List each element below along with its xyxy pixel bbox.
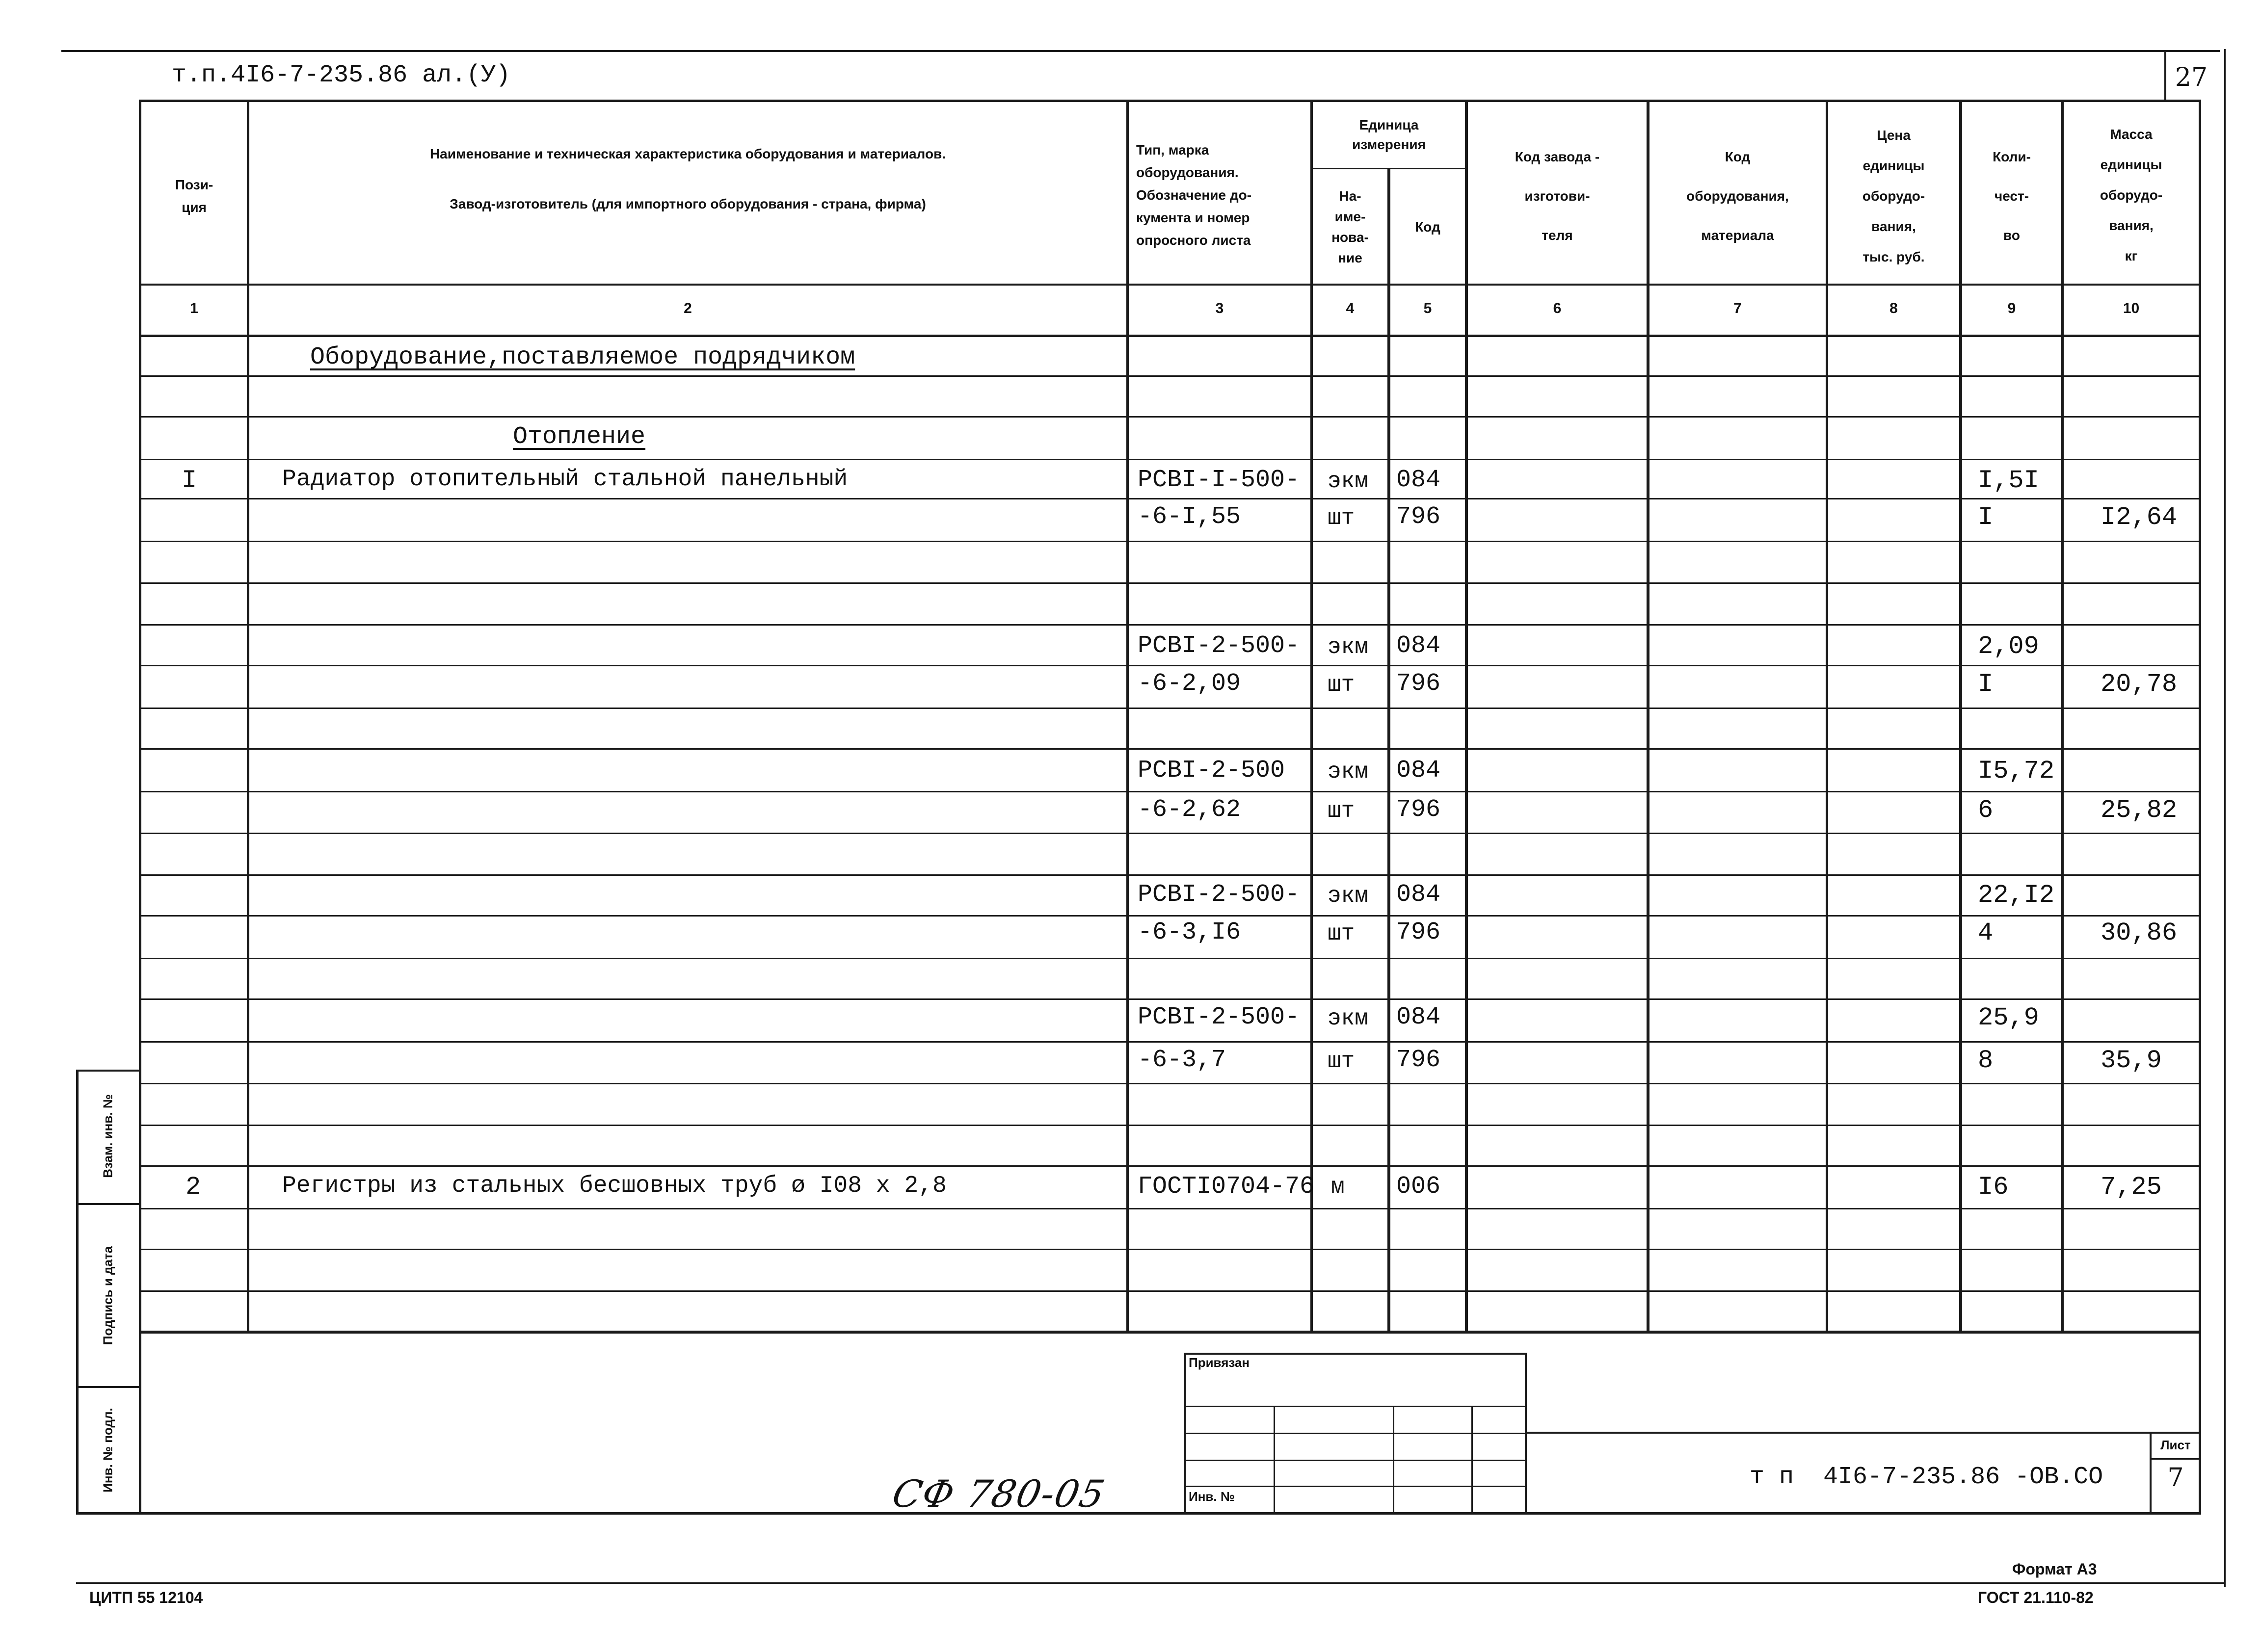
- header-type: Тип, марка оборудования. Обозначение до- кумента и номер опросного листа: [1136, 142, 1252, 248]
- header-factory-code: Код завода - изготови- теля: [1515, 149, 1600, 243]
- row-quantity: 22,I2: [1978, 881, 2055, 910]
- row-name: Радиатор отопительный стальной панельный: [282, 466, 848, 493]
- row-position: I: [182, 466, 197, 495]
- column-number: 2: [684, 300, 692, 316]
- top-border: [61, 50, 2220, 52]
- row-unit: шт: [1328, 1049, 1355, 1074]
- row-unit: экм: [1328, 883, 1368, 909]
- row-unit: шт: [1328, 505, 1355, 531]
- column-number: 9: [2007, 300, 2016, 316]
- header-unit-code: Код: [1415, 219, 1440, 235]
- row-quantity: I5,72: [1978, 757, 2055, 786]
- row-type: РСВI-I-500-: [1138, 466, 1300, 494]
- sheet-number: 7: [2167, 1463, 2184, 1493]
- row-code: 796: [1396, 796, 1441, 824]
- row-code: 084: [1396, 466, 1441, 494]
- side-stamp-replace-inv: Взам. инв. №: [100, 1094, 115, 1178]
- subsection-title: Отопление: [513, 423, 646, 451]
- inv-label: Инв. №: [1189, 1489, 1235, 1504]
- column-number: 6: [1553, 300, 1562, 316]
- header-quantity: Коли- чест- во: [1993, 149, 2031, 243]
- header-price: Цена единицы оборудо- вания, тыс. руб.: [1862, 128, 1925, 264]
- sheet-label: Лист: [2160, 1438, 2191, 1452]
- header-mass: Масса единицы оборудо- вания, кг: [2100, 126, 2163, 263]
- side-stamp-signature-date: Подпись и дата: [100, 1246, 115, 1345]
- row-type: -6-3,I6: [1138, 918, 1241, 946]
- row-mass: 7,25: [2101, 1173, 2162, 1202]
- page-number-box-left: [2164, 51, 2166, 100]
- row-quantity: I: [1978, 670, 1994, 699]
- row-quantity: 4: [1978, 918, 1994, 947]
- header-unit: Единица измерения: [1352, 117, 1426, 152]
- header-position: Пози- ция: [175, 177, 213, 215]
- row-quantity: 6: [1978, 796, 1994, 825]
- row-code: 084: [1396, 881, 1441, 909]
- row-type: -6-I,55: [1138, 503, 1241, 531]
- column-number: 7: [1733, 300, 1742, 316]
- sheet-box-divider: [2150, 1458, 2200, 1460]
- header-name-line2: Завод-изготовитель (для импортного оборудования - страна, фирма): [450, 196, 926, 211]
- row-code: 006: [1396, 1173, 1441, 1201]
- row-unit: экм: [1328, 759, 1368, 785]
- row-quantity: 2,09: [1978, 632, 2039, 661]
- row-code: 084: [1396, 632, 1441, 660]
- row-mass: I2,64: [2101, 503, 2178, 532]
- gost-label: ГОСТ 21.110-82: [1978, 1589, 2094, 1606]
- row-code: 796: [1396, 503, 1441, 531]
- row-unit: м: [1331, 1174, 1345, 1200]
- column-number: 5: [1423, 300, 1432, 316]
- row-code: 084: [1396, 757, 1441, 785]
- row-unit: экм: [1328, 634, 1368, 660]
- row-mass: 30,86: [2101, 918, 2178, 947]
- side-stamp-inv-no: Инв. № подл.: [100, 1408, 115, 1493]
- page-number: 27: [2175, 63, 2208, 92]
- doc-reference: т.п.4I6-7-235.86 ал.(У): [172, 61, 511, 89]
- title-top-line: [1526, 1432, 2200, 1434]
- row-quantity: I: [1978, 503, 1994, 532]
- row-mass: 35,9: [2101, 1046, 2162, 1075]
- row-type: РСВI-2-500-: [1138, 881, 1300, 909]
- row-code: 796: [1396, 670, 1441, 698]
- header-name-line1: Наименование и техническая характеристика оборудования и материалов.: [429, 146, 946, 161]
- column-number: 8: [1889, 300, 1898, 316]
- row-code: 796: [1396, 918, 1441, 946]
- print-code: ЦИТП 55 12104: [89, 1589, 203, 1606]
- row-unit: шт: [1328, 798, 1355, 824]
- row-quantity: I,5I: [1978, 466, 2039, 495]
- row-mass: 20,78: [2101, 670, 2178, 699]
- column-number: 4: [1346, 300, 1355, 316]
- row-unit: шт: [1328, 921, 1355, 946]
- row-type: РСВI-2-500-: [1138, 1003, 1300, 1031]
- row-mass: 25,82: [2101, 796, 2178, 825]
- row-position: 2: [186, 1173, 201, 1202]
- row-code: 796: [1396, 1046, 1441, 1074]
- row-type: -6-2,62: [1138, 796, 1241, 824]
- footer-line: [76, 1582, 2226, 1584]
- privyazan-label: Привязан: [1189, 1355, 1250, 1370]
- row-type: РСВI-2-500: [1138, 757, 1285, 785]
- column-number: 10: [2123, 300, 2140, 316]
- header-equipment-code: Код оборудования, материала: [1686, 149, 1789, 243]
- row-quantity: I6: [1978, 1173, 2009, 1202]
- row-code: 084: [1396, 1003, 1441, 1031]
- row-unit: экм: [1328, 1006, 1368, 1031]
- row-quantity: 8: [1978, 1046, 1994, 1075]
- column-number: 1: [190, 300, 198, 316]
- row-name: Регистры из стальных бесшовных труб ø I08 х 2,8: [282, 1173, 947, 1199]
- column-number: 3: [1215, 300, 1224, 316]
- row-quantity: 25,9: [1978, 1003, 2039, 1032]
- footer-right-line: [2224, 49, 2226, 1587]
- row-unit: шт: [1328, 672, 1355, 698]
- handwritten-code: СФ 780-05: [888, 1472, 1110, 1516]
- row-type: -6-2,09: [1138, 670, 1241, 698]
- row-type: -6-3,7: [1138, 1046, 1226, 1074]
- section-title: Оборудование,поставляемое подрядчиком: [310, 343, 855, 371]
- document-designation: т п 4I6-7-235.86 -ОВ.СО: [1750, 1463, 2103, 1491]
- row-type: РСВI-2-500-: [1138, 632, 1300, 660]
- row-unit: экм: [1328, 469, 1368, 494]
- header-unit-name: На- име- нова- ние: [1331, 188, 1369, 265]
- format-label: Формат А3: [2012, 1560, 2097, 1578]
- row-type: ГОСТI0704-76: [1138, 1173, 1315, 1201]
